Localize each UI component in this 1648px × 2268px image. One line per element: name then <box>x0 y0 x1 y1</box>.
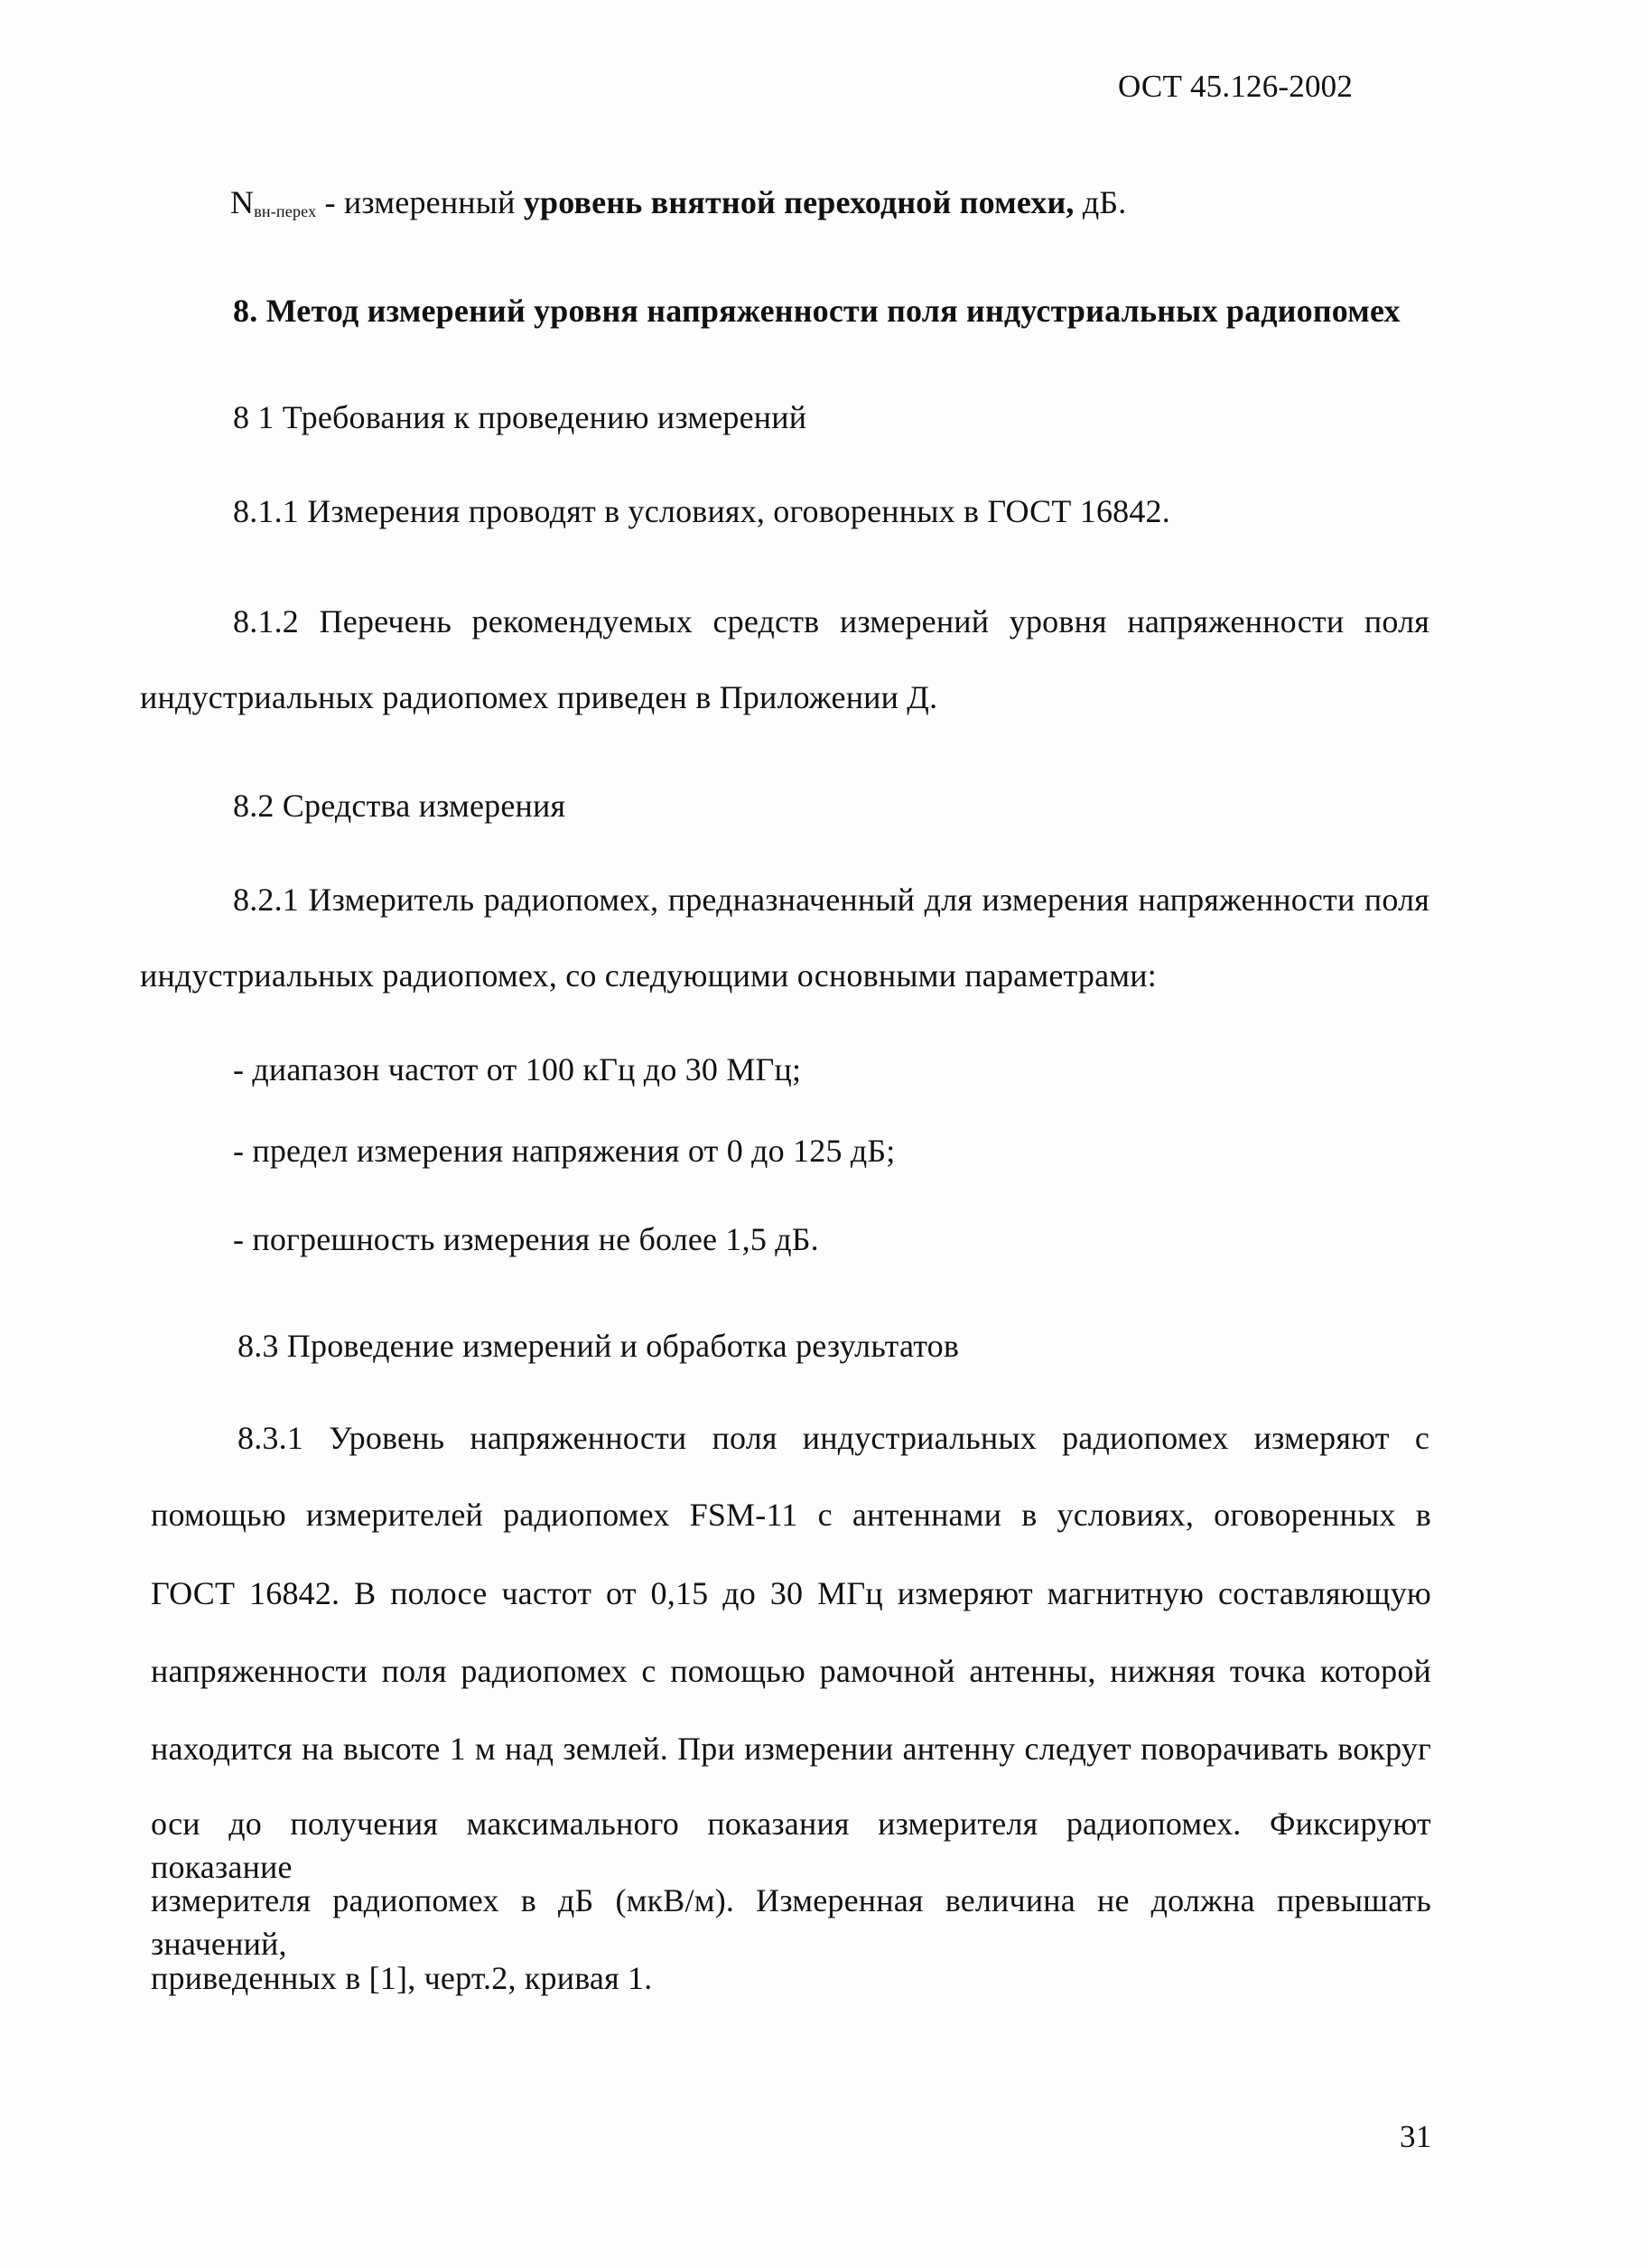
section-8-3-heading: 8.3 Проведение измерений и обработка результатов <box>237 1328 960 1364</box>
paragraph-8-3-1-line: напряженности поля радиопомех с помощью рамочной антенны, нижняя точка которой <box>151 1653 1431 1689</box>
list-item: - предел измерения напряжения от 0 до 125 дБ; <box>233 1133 896 1169</box>
paragraph-8-3-1-line: ГОСТ 16842. В полосе частот от 0,15 до 30 МГц измеряют магнитную составляющую <box>151 1575 1431 1611</box>
variable-text: измеренный <box>343 184 524 220</box>
document-code: ОСТ 45.126-2002 <box>1118 69 1354 104</box>
paragraph-8-1-2-line-2: индустриальных радиопомех приведен в Приложении Д. <box>140 679 938 715</box>
section-8-heading: 8. Метод измерений уровня напряженности поля индустриальных радиопомех <box>233 293 1401 329</box>
list-item: - погрешность измерения не более 1,5 дБ. <box>233 1221 819 1257</box>
paragraph-8-1-1: 8.1.1 Измерения проводят в условиях, оговоренных в ГОСТ 16842. <box>233 493 1170 529</box>
variable-subscript: вн-перех <box>254 202 317 220</box>
page-number: 31 <box>1400 2119 1432 2154</box>
paragraph-8-3-1-line: помощью измерителей радиопомех FSM-11 с антеннами в условиях, оговоренных в <box>151 1497 1431 1533</box>
paragraph-8-3-1-line: находится на высоте 1 м над землей. При измерении антенну следует поворачивать вокруг <box>151 1731 1431 1767</box>
section-8-1-heading: 8 1 Требования к проведению измерений <box>233 399 807 435</box>
variable-unit: дБ. <box>1074 184 1127 220</box>
variable-text-bold: уровень внятной переходной помехи, <box>523 184 1075 220</box>
variable-definition <box>230 181 1126 233</box>
section-8-2-heading: 8.2 Средства измерения <box>233 788 566 824</box>
paragraph-8-3-1-line: оси до получения максимального показания измерителя радиопомех. Фиксируют показание <box>151 1806 1431 1885</box>
paragraph-8-3-1-line: приведенных в [1], черт.2, кривая 1. <box>151 1960 653 1996</box>
variable-dash: - <box>316 184 344 220</box>
paragraph-8-2-1-line-1: 8.2.1 Измеритель радиопомех, предназначенный для измерения напряженности поля <box>233 882 1429 918</box>
paragraph-8-1-2-line-1: 8.1.2 Перечень рекомендуемых средств измерений уровня напряженности поля <box>233 603 1429 639</box>
paragraph-8-3-1-line: измерителя радиопомех в дБ (мкВ/м). Измеренная величина не должна превышать значений, <box>151 1882 1431 1962</box>
variable-symbol: N <box>230 184 255 220</box>
paragraph-8-2-1-line-2: индустриальных радиопомех, со следующими основными параметрами: <box>140 957 1157 994</box>
list-item: - диапазон частот от 100 кГц до 30 МГц; <box>233 1051 802 1087</box>
paragraph-8-3-1-line: 8.3.1 Уровень напряженности поля индустриальных радиопомех измеряют с <box>237 1420 1429 1456</box>
